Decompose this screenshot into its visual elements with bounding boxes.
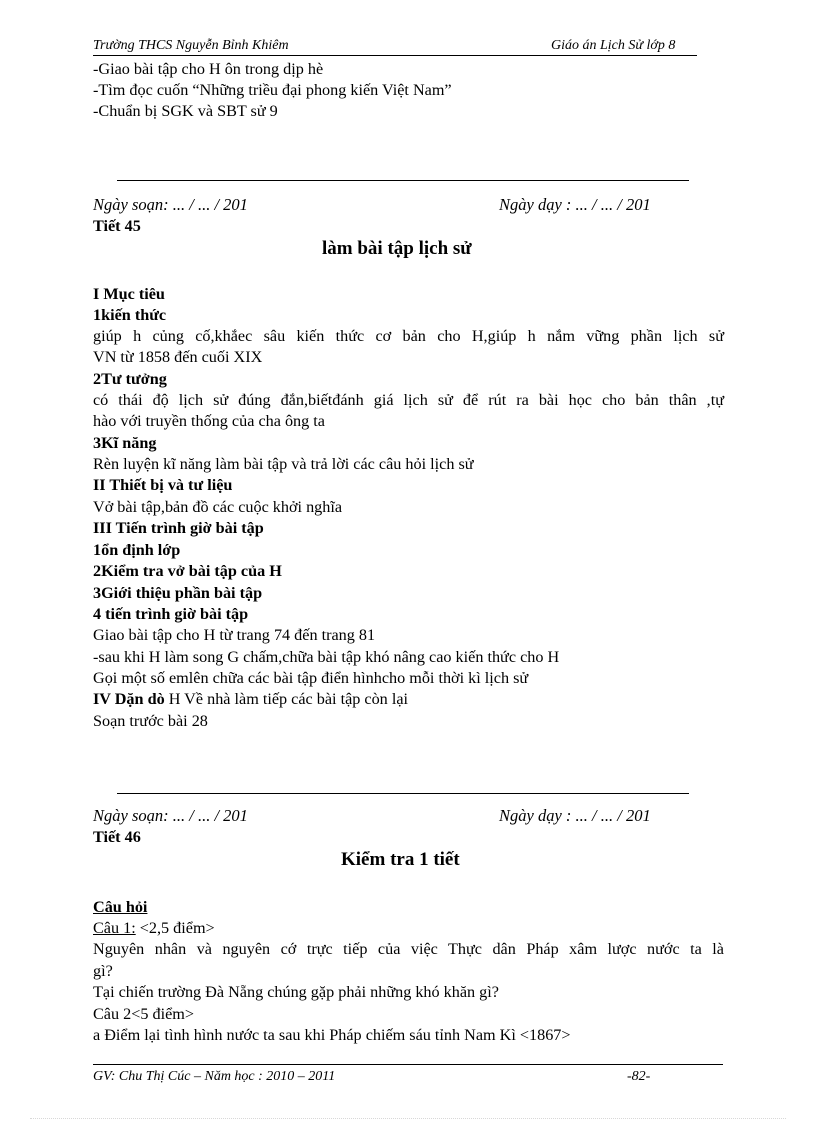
step-3: 3Giới thiệu phần bài tập: [93, 584, 263, 602]
homework-text: H Về nhà làm tiếp các bài tập còn lại: [164, 690, 409, 708]
question-1-label: Câu 1:: [93, 919, 136, 937]
questions-heading: Câu hỏi: [93, 898, 148, 916]
teach-date: Ngày dạy : ... / ... / 201: [499, 195, 651, 214]
question-1-points: <2,5 điểm>: [135, 919, 215, 937]
page-edge: [30, 1118, 786, 1119]
question-1-header: [93, 919, 215, 938]
header-rule: [93, 55, 697, 56]
text-line: Nguyên nhân và nguyên cớ trực tiếp của việc Thực dân Pháp xâm lược nước ta là: [93, 940, 724, 958]
text-line: Vở bài tập,bản đồ các cuộc khởi nghĩa: [93, 498, 343, 516]
lesson-title: làm bài tập lịch sử: [322, 238, 472, 259]
heading-equipment: II Thiết bị và tư liệu: [93, 476, 233, 494]
section-divider: [117, 180, 689, 181]
heading-objectives: I Mục tiêu: [93, 285, 165, 303]
text-line: gì?: [93, 962, 113, 980]
text-line: Rèn luyện kĩ năng làm bài tập và trả lời các câu hỏi lịch sử: [93, 455, 474, 473]
section-divider: [117, 793, 689, 794]
text-line: Soạn trước bài 28: [93, 712, 208, 730]
prep-date: Ngày soạn: ... / ... / 201: [93, 806, 248, 825]
question-2-label: Câu 2<5 điểm>: [93, 1005, 194, 1023]
footer-rule: [93, 1064, 723, 1065]
lesson-title: Kiểm tra 1 tiết: [341, 849, 460, 870]
homework-line: [93, 690, 408, 709]
text-line: -Chuẩn bị SGK và SBT sử 9: [93, 102, 278, 120]
subheading-skill: 3Kĩ năng: [93, 434, 157, 452]
heading-homework: IV Dặn dò: [93, 690, 165, 708]
text-line: Tại chiến trường Đà Nẵng chúng gặp phải những khó khăn gì?: [93, 983, 499, 1001]
heading-process: III Tiến trình giờ bài tập: [93, 519, 264, 537]
text-line: hào với truyền thống của cha ông ta: [93, 412, 325, 430]
text-line: a Điểm lại tình hình nước ta sau khi Pháp chiếm sáu tỉnh Nam Kì <1867>: [93, 1026, 571, 1044]
text-line: -Tìm đọc cuốn “Những triều đại phong kiến Việt Nam”: [93, 81, 452, 99]
subheading-thought: 2Tư tưởng: [93, 370, 167, 388]
text-line: Giao bài tập cho H từ trang 74 đến trang 81: [93, 626, 376, 644]
text-line: -Giao bài tập cho H ôn trong dịp hè: [93, 60, 324, 78]
page-number: -82-: [627, 1069, 651, 1084]
text-line: giúp h củng cố,khắec sâu kiến thức cơ bản cho H,giúp h nắm vững phần lịch sử: [93, 327, 724, 345]
step-2: 2Kiểm tra vở bài tập của H: [93, 562, 282, 580]
header-subject: Giáo án Lịch Sử lớp 8: [551, 38, 676, 53]
text-line: VN từ 1858 đến cuối XIX: [93, 348, 263, 366]
period-label: Tiết 46: [93, 828, 141, 846]
step-1: 1ổn định lớp: [93, 541, 181, 559]
text-line: -sau khi H làm song G chấm,chữa bài tập khó nâng cao kiến thức cho H: [93, 648, 560, 666]
prep-date: Ngày soạn: ... / ... / 201: [93, 195, 248, 214]
header-school: Trường THCS Nguyễn Bỉnh Khiêm: [93, 38, 289, 53]
period-label: Tiết 45: [93, 217, 141, 235]
step-4: 4 tiến trình giờ bài tập: [93, 605, 249, 623]
footer-teacher: GV: Chu Thị Cúc – Năm học : 2010 – 2011: [93, 1069, 336, 1084]
text-line: có thái độ lịch sử đúng đắn,biếtđánh giá lịch sử để rút ra bài học cho bản thân ,tự: [93, 391, 724, 409]
text-line: Gọi một số emlên chữa các bài tập điển hìnhcho mỗi thời kì lịch sử: [93, 669, 529, 687]
subheading-knowledge: 1kiến thức: [93, 306, 167, 324]
teach-date: Ngày dạy : ... / ... / 201: [499, 806, 651, 825]
